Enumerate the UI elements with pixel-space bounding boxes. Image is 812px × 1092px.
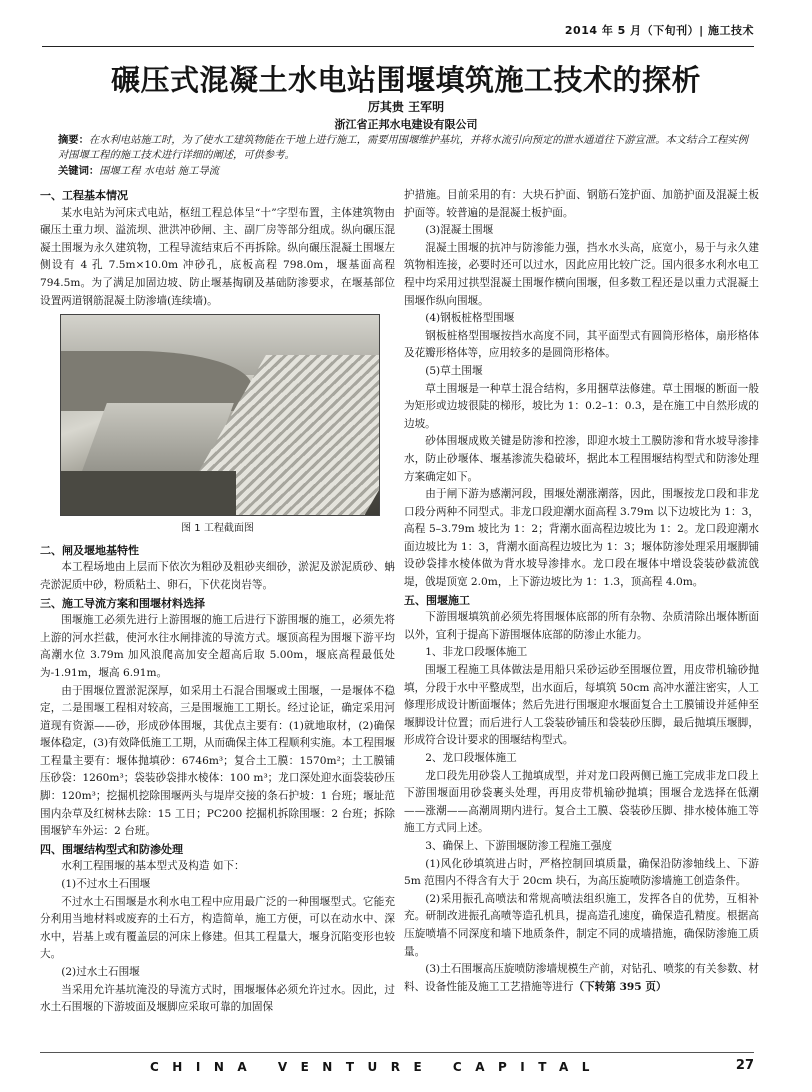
section-4-title: 四、围堰结构型式和防渗处理 (40, 842, 183, 856)
section-4-subheading-1: (1)不过水土石围堰 (61, 878, 151, 891)
section-5-para: 下游围堰填筑前必须先将围堰体底部的所有杂物、杂质清除出堰体断面以外，宜利于提高下游围堰体底部的防渗止水能力。 (404, 611, 759, 641)
section-5-title: 五、围堰施工 (404, 593, 470, 607)
subheading-straw-earth: (5)草土围堰 (425, 364, 483, 377)
keywords-label: 关键词： (58, 165, 100, 177)
article-title: 碾压式混凝土水电站围堰填筑施工技术的探析 (110, 63, 701, 97)
section-4-para-1: 水利工程围堰的基本型式及构造 如下： (61, 860, 245, 873)
para-non-closure: 围堰工程施工具体做法是用船只采砂运砂至围堰位置，用皮带机输砂抛填，分段于水中平整成型，出水面后，每填筑 50cm 高冲水灌注密实，人工修理形成设计断面堰体；然后先进行围堰迎水堰面复合土工膜铺设并延伸至堰脚设计位置；而后进行人工袋装砂铺压和袋装砂压脚，最后抛填压堰脚，形成符合设计要求的围堰结构型式。 (404, 664, 759, 747)
section-4-para-3: 当采用允许基坑淹没的导流方式时，围堰堰体必须允许过水。因此，过水土石围堰的下游坡面及堰脚应采取可靠的加固保 (40, 983, 395, 1014)
para-closure-section: 由于闸下游为感潮河段，围堰处潮涨潮落，因此，围堰按龙口段和非龙口段分两种不同型式。非龙口段迎潮水面高程 3.79m 以下边坡比为 1：3，高程 5–3.79m 坡比为 1：2；背潮水面高程边坡比为 1：2。龙口段迎潮水面边坡比为 1：3，背潮水面高程边坡比为 1：3；堰体防渗处理采用堰脚铺设砂袋排水棱体做为背水坡导渗排水。龙口段在堰体中增设袋装砂截流戗堤，戗堤顶宽 2.0m，上下游边坡比为 1：1.3，顶高程 4.0m。 (404, 488, 759, 589)
page-number: 27 (735, 1058, 754, 1073)
section-3-title: 三、施工导流方案和围堰材料选择 (40, 596, 205, 610)
subheading-seepage-intensity: 3、确保上、下游围堰防渗工程施工强度 (425, 839, 613, 852)
section-4-subheading-2: (2)过水土石围堰 (61, 966, 140, 978)
left-column (40, 187, 395, 1017)
section-3-para-2: 由于围堰位置淤泥深厚，如采用土石混合围堰或土围堰，一是堰体不稳定，二是围堰工程相对较高，三是围堰施工工期长。经过论证，确定采用河道现有资源——砂，形成砂体围堰，其优点主要有：(1)就地取材，(2)确保堰体稳定，(3)有效降低施工工期，从而确保主体工程顺利实施。本工程围堰工程量主要有：堰体抛填砂：6746m³；复合土工膜：1570m²；土工膜铺压砂袋：1260m³；袋装砂袋排水棱体：100 m³；龙口深处迎水面袋装砂压脚：120m³；挖掘机挖除围堰两头与堤岸交接的条石护坡：1 台班；堰址范围内杂草及红树林去除：15 工日；PC200 挖掘机拆除围堰：2 台班；拆除围堰铲车外运：2 台班。 (40, 684, 395, 838)
para-sand-cofferdam: 砂体围堰成败关键是防渗和控渗，即迎水坡土工膜防渗和背水坡导渗排水，防止砂堰体、堰基渗流失稳破坏，据此本工程围堰结构型式和防渗处理方案确定如下。 (404, 435, 759, 483)
subheading-steel-sheet-pile: (4)钢板桩格型围堰 (425, 312, 515, 325)
subheading-closure: 2、龙口段堰体施工 (425, 752, 517, 764)
para-closure: 龙口段先用砂袋人工抛填成型，并对龙口段两侧已施工完成非龙口段上下游围堰面用砂袋裹头处理，再用皮带机输砂抛填；围堰合龙选择在低潮——涨潮——高潮周期内进行。复合土工膜、袋装砂压脚、排水棱体施工等施工方式同上述。 (404, 769, 759, 835)
footer-rule (40, 1052, 754, 1053)
para-seepage-1: (1)风化砂填筑进占时，严格控制回填质量，确保沿防渗轴线上、下游 5m 范围内不得含有大于 20cm 块石，为高压旋喷防渗墙施工创造条件。 (404, 857, 759, 888)
para-seepage-3-text: (3)土石围堰高压旋喷防渗墙规模生产前，对钻孔、喷浆的有关参数、材料、设备性能及施工工艺措施等进行 (404, 963, 759, 993)
para-steel-sheet-pile: 钢板桩格型围堰按挡水高度不同，其平面型式有圆筒形格体，扇形格体及花瓣形格体等，应用较多的是圆筒形格体。 (404, 329, 759, 360)
section-3-para-1: 围堰施工必须先进行上游围堰的施工后进行下游围堰的施工，必须先将上游的河水拦截，使河水往水闸排流的导流方式。堰顶高程为围堰下游平均高潮水位 3.79m 加风浪爬高加安全超高后取 5.00m，堰底高程最低处为-1.91m，堰高 6.91m。 (40, 614, 395, 679)
figure-ground (61, 471, 236, 515)
figure-1-photo (60, 314, 380, 516)
para-seepage-3 (404, 961, 759, 996)
subheading-concrete-cofferdam: (3)混凝土围堰 (425, 224, 494, 237)
section-2-title: 二、闸及堰地基特性 (40, 543, 139, 557)
para-straw-earth: 草土围堰是一种草土混合结构，多用捆草法修建。草土围堰的断面一般为矩形或边坡很陡的梯形，坡比为 1：0.2–1：0.3，是在施工中自然形成的边坡。 (404, 382, 759, 430)
footer-journal-name: CHINA VENTURE CAPITAL (150, 1060, 603, 1074)
keywords-text: 围堰工程 水电站 施工导流 (99, 165, 219, 177)
right-para-continued: 护措施。目前采用的有：大块石护面、钢筋石笼护面、加筋护面及混凝土板护面等。较普遍的是混凝土板护面。 (404, 189, 759, 219)
article-affiliation: 浙江省正邦水电建设有限公司 (334, 118, 478, 131)
subheading-non-closure: 1、非龙口段堰体施工 (425, 646, 528, 659)
figure-1-caption: 图 1 工程截面图 (181, 523, 254, 535)
continued-note: （下转第 395 页） (573, 980, 667, 993)
article-authors: 厉其贵 王军明 (367, 100, 445, 114)
para-concrete-cofferdam: 混凝土围堰的抗冲与防渗能力强，挡水水头高，底宽小，易于与永久建筑物相连接，必要时还可以过水，因此应用比较广泛。国内很多水利水电工程中均采用过拱型混凝土围堰作横向围堰，但多数工程还是以重力式混凝土围堰作纵向围堰。 (404, 241, 759, 307)
section-2-para: 本工程场地由上层而下依次为粗砂及粗砂夹细砂，淤泥及淤泥质砂、蚺壳淤泥质中砂，粉质粘土、卵石，下伏花岗岩等。 (40, 561, 395, 591)
section-1-title: 一、工程基本情况 (40, 189, 128, 202)
keywords (58, 164, 758, 179)
page-header-issue: 2014 年 5 月（下旬刊）| 施工技术 (564, 24, 754, 37)
abstract-label: 摘要： (58, 134, 89, 146)
para-seepage-2: (2)采用振孔高喷法和常规高喷法组织施工，发挥各自的优势，互相补充。研制改进振孔高喷等造孔机具，提高造孔速度，确保造孔精度。根据高压旋喷墙不同深度和墙下地质条件，制定不同的成墙措施，确保防渗施工质量。 (404, 892, 759, 958)
abstract-text: 在水利电站施工时，为了使水工建筑物能在干地上进行施工，需要用围堰维护基坑，并将水流引向预定的泄水通道往下游宣泄。本文结合工程实例对围堰工程的施工技术进行详细的阐述，可供参考。 (58, 134, 748, 161)
right-column (404, 187, 759, 996)
section-4-para-2: 不过水土石围堰是水利水电工程中应用最广泛的一种围堰型式。它能充分利用当地材料或废弃的土石方，构造简单，施工方便，可以在动水中、深水中，岩基上或有覆盖层的河床上修建。但其工程量大，堰身沉陷变形也较大。 (40, 895, 395, 961)
abstract (58, 133, 758, 163)
header-rule (42, 46, 754, 47)
section-1-para: 某水电站为河床式电站，枢纽工程总体呈“十”字型布置，主体建筑物由碾压土重力坝、溢流坝、泄洪冲砂闸、主、副厂房等部分组成。纵向碾压混凝土围堰为永久建筑物，工程导流结束后不再拆除。纵向碾压混凝土围堰左侧设有 4 孔 7.5m×10.0m 冲砂孔，底板高程 798.0m，堰基面高程 794.5m。为了满足加固边坡、防止堰基掏刷及基础防渗要求，在堰基部位设置两道钢筋混凝土防渗墙(连续墙)。 (40, 206, 395, 307)
